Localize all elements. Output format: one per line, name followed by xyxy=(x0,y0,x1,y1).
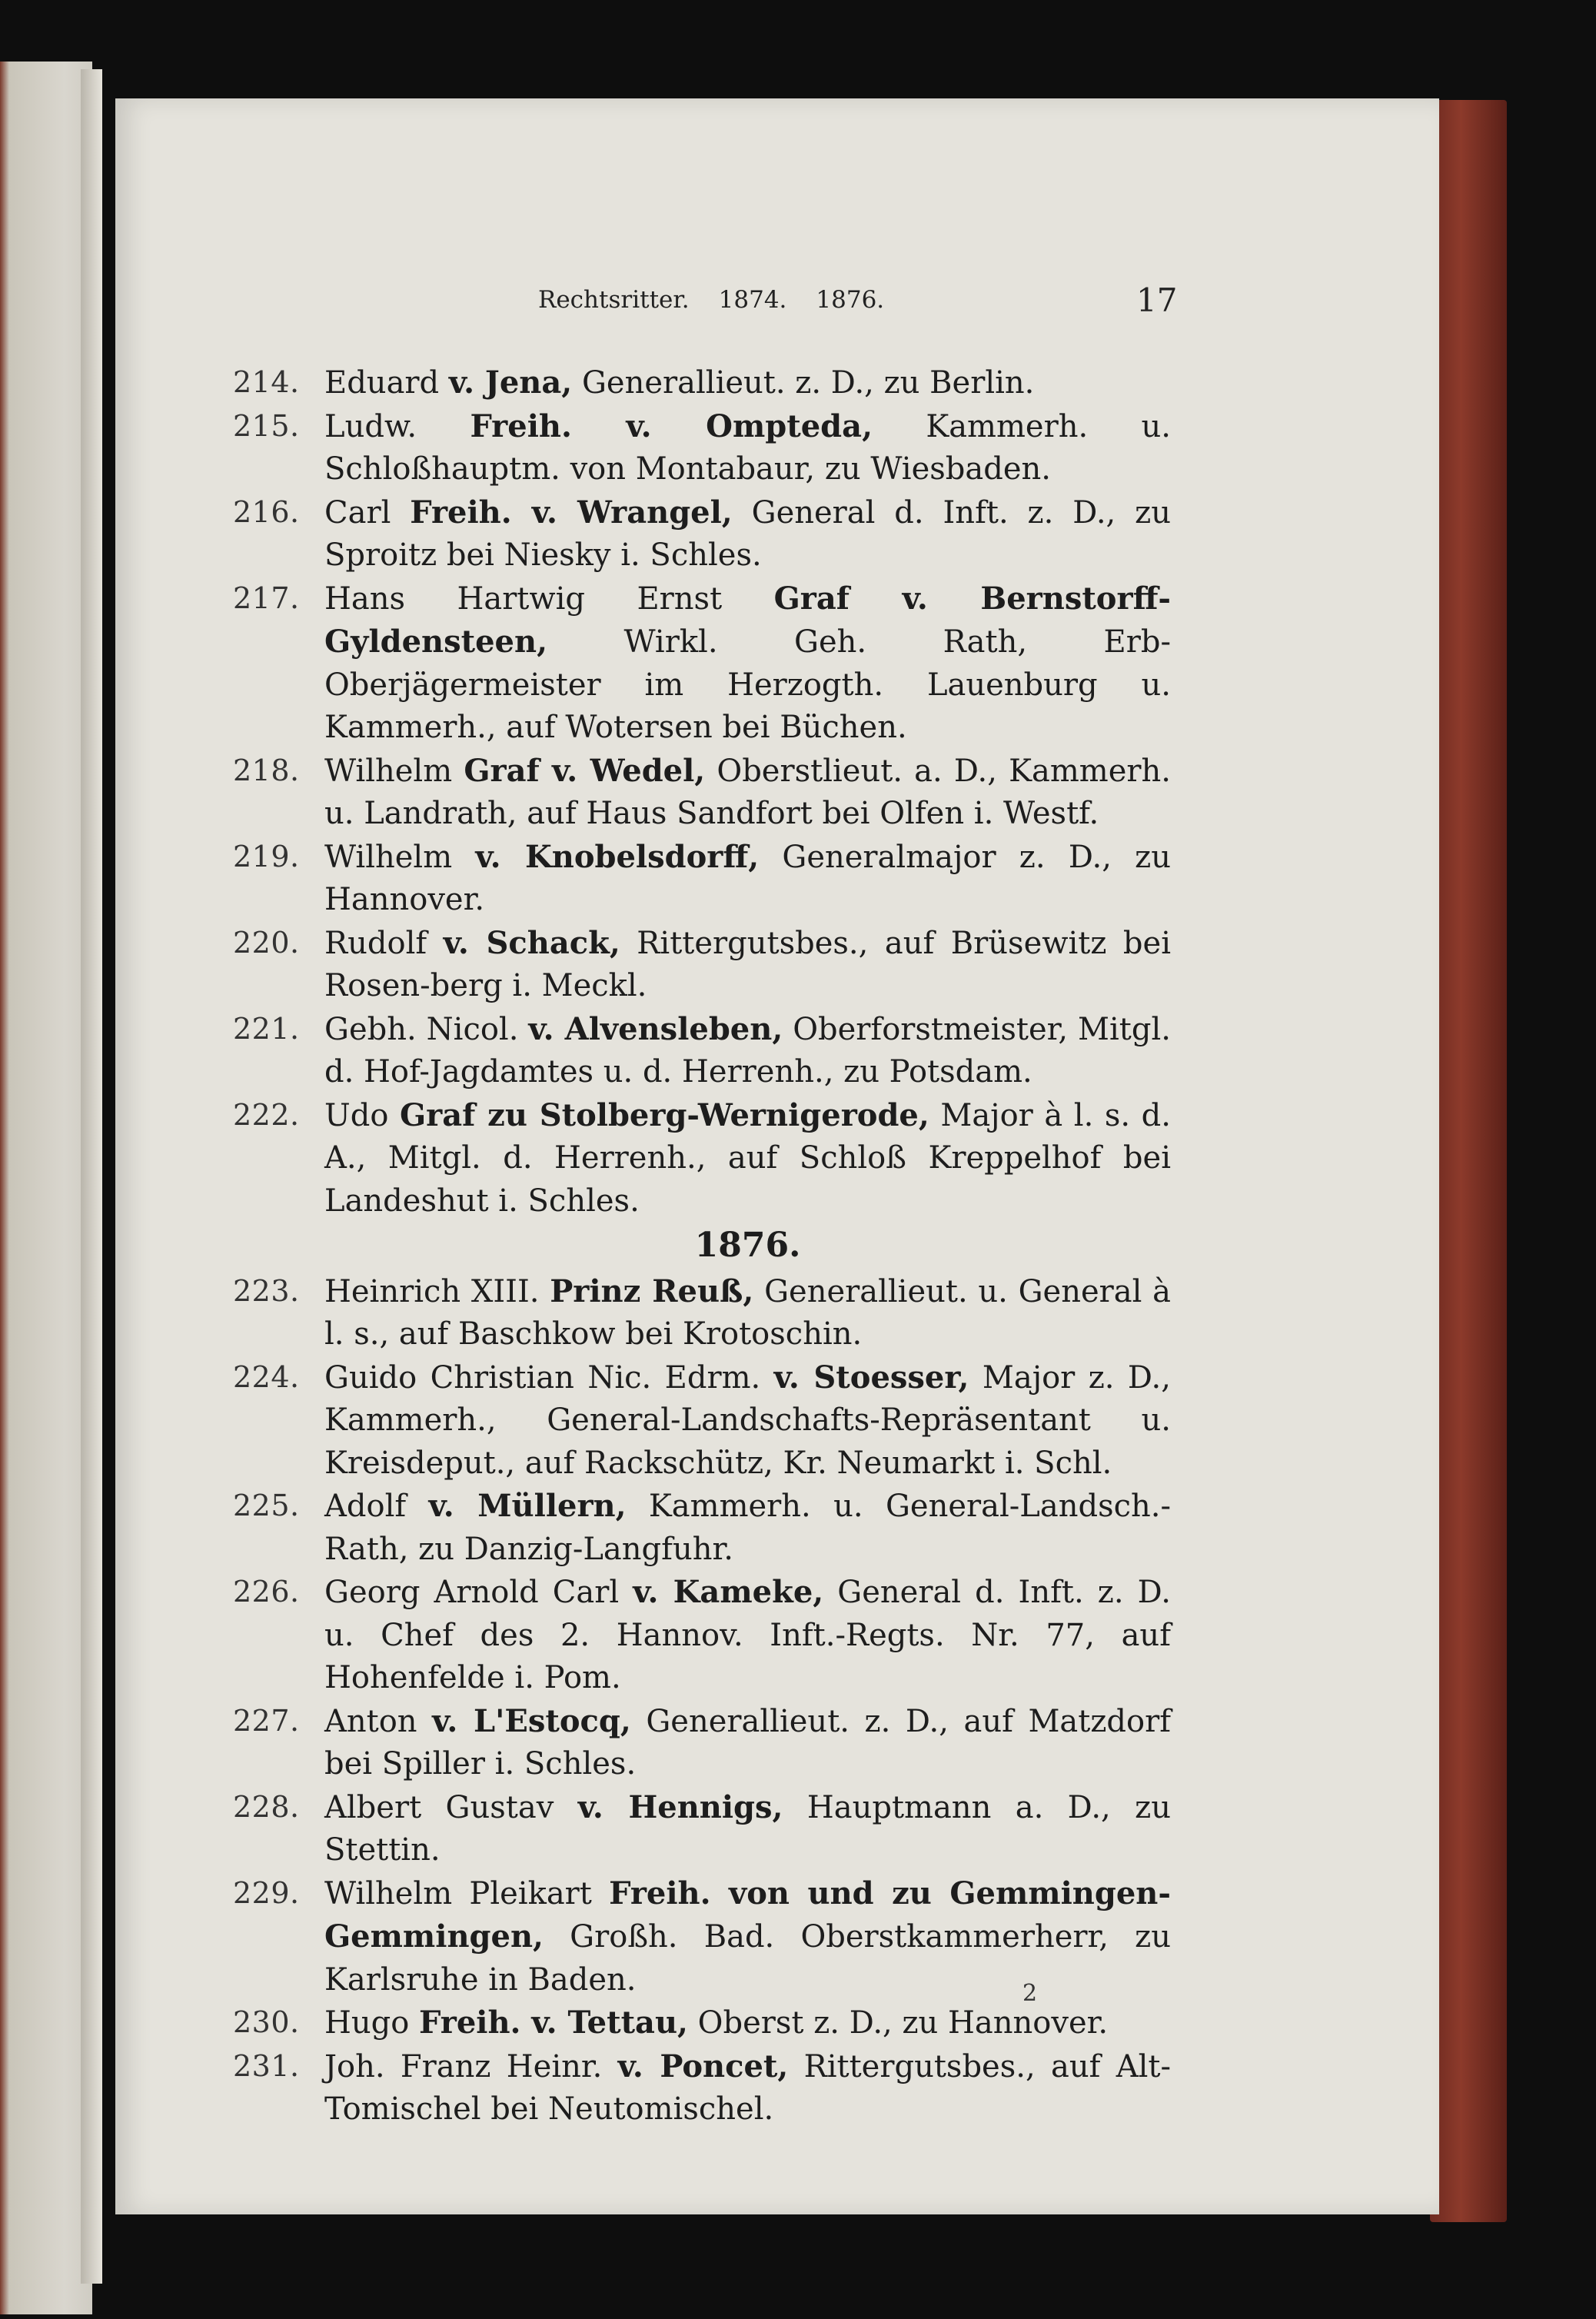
entry-given-names: Udo xyxy=(324,1097,400,1133)
header-year-1874: 1874. xyxy=(718,286,787,314)
entry-number: 214. xyxy=(233,365,300,399)
list-item xyxy=(233,2001,1171,2045)
entry-text xyxy=(324,750,1171,836)
entry-family-name: v. Müllern, xyxy=(428,1488,627,1524)
entry-family-name: Freih. v. Tettau, xyxy=(419,2005,688,2041)
list-item xyxy=(233,405,1171,491)
entry-number: 216. xyxy=(233,494,300,529)
entry-details: Oberforstmeister, Mitgl. d. Hof-Jagdamtes u. d. Herrenh., zu Potsdam. xyxy=(324,1011,1171,1090)
entry-details: Oberstlieut. a. D., Kammerh. u. Landrath, auf Haus Sandfort bei Olfen i. Westf. xyxy=(324,753,1171,831)
entry-number: 222. xyxy=(233,1097,300,1132)
list-item xyxy=(233,1485,1171,1571)
entry-number: 215. xyxy=(233,408,300,443)
entry-details: Generallieut. z. D., auf Matzdorf bei Spiller i. Schles. xyxy=(324,1703,1172,1782)
entry-text xyxy=(324,922,1171,1008)
entry-given-names: Hugo xyxy=(324,2005,420,2041)
year-heading: 1876. xyxy=(694,1226,801,1265)
entry-details: Major à l. s. d. A., Mitgl. d. Herrenh., auf Schloß Kreppelhof bei Landeshut i. Schles. xyxy=(324,1097,1171,1219)
entry-text xyxy=(324,1094,1171,1223)
entry-given-names: Ludw. xyxy=(324,408,470,444)
entry-details: General d. Inft. z. D. u. Chef des 2. Hannov. Inft.-Regts. Nr. 77, auf Hohenfelde i. Pom. xyxy=(324,1575,1171,1695)
entry-given-names: Eduard xyxy=(324,365,449,401)
entry-number: 230. xyxy=(233,2005,300,2039)
entry-text xyxy=(324,1786,1171,1872)
list-item xyxy=(233,836,1171,922)
list-item xyxy=(233,1094,1171,1223)
entry-text xyxy=(324,1700,1171,1786)
list-item xyxy=(233,491,1171,577)
entry-family-name: Graf v. Wedel, xyxy=(464,752,706,789)
entry-given-names: Wilhelm xyxy=(324,753,464,789)
entry-family-name: v. Schack, xyxy=(443,924,620,961)
entry-family-name: Graf zu Stolberg-Wernigerode, xyxy=(399,1096,929,1133)
entry-given-names: Wilhelm xyxy=(324,839,476,875)
entry-text xyxy=(324,577,1171,750)
entry-details: Oberst z. D., zu Hannover. xyxy=(687,2005,1109,2041)
entry-text xyxy=(324,2001,1171,2045)
entry-number: 227. xyxy=(233,1703,300,1738)
entry-family-name: Freih. von und zu Gemmingen-Gemmingen, xyxy=(324,1875,1171,1955)
entry-text xyxy=(324,2045,1171,2131)
entry-family-name: Freih. v. Ompteda, xyxy=(470,408,873,444)
header-year-1876: 1876. xyxy=(816,286,885,314)
list-item xyxy=(233,361,1171,405)
list-item xyxy=(233,2045,1171,2131)
entry-details: Großh. Bad. Oberstkammerherr, zu Karlsruhe in Baden. xyxy=(324,1919,1171,1998)
entry-number: 229. xyxy=(233,1875,300,1910)
list-item xyxy=(233,922,1171,1008)
entry-details: Generallieut. z. D., zu Berlin. xyxy=(572,365,1035,401)
list-item xyxy=(233,1356,1171,1486)
list-item xyxy=(233,1008,1171,1094)
entry-details: Kammerh. u. Schloßhauptm. von Montabaur, zu Wiesbaden. xyxy=(324,408,1171,487)
entry-given-names: Joh. Franz Heinr. xyxy=(324,2048,618,2084)
entry-family-name: v. Poncet, xyxy=(617,2048,789,2084)
entry-given-names: Heinrich XIII. xyxy=(324,1273,550,1309)
entry-number: 219. xyxy=(233,839,300,873)
entry-details: Generallieut. u. General à l. s., auf Baschkow bei Krotoschin. xyxy=(324,1273,1171,1352)
entry-text xyxy=(324,1008,1171,1094)
entry-number: 228. xyxy=(233,1789,300,1824)
entry-text xyxy=(324,1485,1171,1571)
left-page-edge xyxy=(0,62,92,2314)
entry-text xyxy=(324,1270,1171,1356)
entry-details: General d. Inft. z. D., zu Sproitz bei Niesky i. Schles. xyxy=(324,494,1171,573)
entry-family-name: v. L'Estocq, xyxy=(432,1702,631,1739)
entry-number: 220. xyxy=(233,925,300,960)
signature-mark: 2 xyxy=(1022,1980,1038,2007)
entry-details: Rittergutsbes., auf Alt-Tomischel bei Neutomischel. xyxy=(324,2048,1171,2127)
entry-number: 224. xyxy=(233,1359,300,1394)
entry-number: 226. xyxy=(233,1575,300,1609)
entry-details: Hauptmann a. D., zu Stettin. xyxy=(324,1789,1171,1868)
entry-family-name: v. Knobelsdorff, xyxy=(475,838,760,875)
entry-number: 218. xyxy=(233,753,300,787)
entry-family-name: v. Alvensleben, xyxy=(528,1010,783,1047)
entry-text xyxy=(324,405,1171,491)
entry-family-name: v. Jena, xyxy=(448,364,573,401)
entry-details: Major z. D., Kammerh., General-Landschafts-Repräsentant u. Kreisdeput., auf Rackschütz, Kr. Neumarkt i. Schl. xyxy=(324,1359,1171,1481)
entry-text xyxy=(324,836,1171,922)
entry-text xyxy=(324,1356,1171,1486)
entry-text xyxy=(324,1571,1171,1700)
list-item xyxy=(233,1571,1171,1700)
entry-group-1874 xyxy=(233,361,1171,1223)
list-item xyxy=(233,750,1171,836)
list-item xyxy=(233,1270,1171,1356)
entry-family-name: v. Hennigs, xyxy=(577,1788,783,1825)
entry-family-name: Prinz Reuß, xyxy=(550,1273,754,1309)
entry-given-names: Guido Christian Nic. Edrm. xyxy=(324,1359,774,1396)
entry-given-names: Hans Hartwig Ernst xyxy=(324,581,774,617)
entry-details: Wirkl. Geh. Rath, Erb-Oberjägermeister im Herzogth. Lauenburg u. Kammerh., auf Wotersen bei Büchen. xyxy=(324,624,1171,745)
entry-details: Generalmajor z. D., zu Hannover. xyxy=(324,839,1171,917)
book-cover-edge xyxy=(1430,100,1507,2222)
entry-family-name: Graf v. Bernstorff-Gyldensteen, xyxy=(324,580,1171,660)
entry-given-names: Carl xyxy=(324,494,411,531)
entry-details: Kammerh. u. General-Landsch.-Rath, zu Danzig-Langfuhr. xyxy=(324,1489,1172,1567)
entry-text xyxy=(324,1872,1171,2002)
entry-family-name: v. Kameke, xyxy=(633,1574,824,1610)
entry-given-names: Wilhelm Pleikart xyxy=(324,1875,610,1911)
header-title: Rechtsritter. xyxy=(538,286,690,314)
list-item xyxy=(233,1700,1171,1786)
entry-given-names: Georg Arnold Carl xyxy=(324,1575,633,1610)
entry-text xyxy=(324,361,1171,405)
entry-number: 221. xyxy=(233,1011,300,1046)
entry-family-name: Freih. v. Wrangel, xyxy=(410,494,733,531)
entry-given-names: Anton xyxy=(324,1703,433,1739)
entry-given-names: Gebh. Nicol. xyxy=(324,1011,529,1047)
entry-list xyxy=(233,361,1171,2131)
entry-text xyxy=(324,491,1171,577)
page-number: 17 xyxy=(1136,281,1178,319)
list-item xyxy=(233,1786,1171,1872)
entry-number: 217. xyxy=(233,581,300,615)
entry-details: Rittergutsbes., auf Brüsewitz bei Rosen-berg i. Meckl. xyxy=(324,925,1171,1003)
entry-given-names: Rudolf xyxy=(324,925,444,961)
entry-number: 223. xyxy=(233,1273,300,1308)
entry-given-names: Albert Gustav xyxy=(324,1789,578,1825)
entry-given-names: Adolf xyxy=(324,1489,429,1524)
book-gutter xyxy=(81,69,102,2284)
entry-family-name: v. Stoesser, xyxy=(773,1359,969,1396)
entry-number: 225. xyxy=(233,1489,300,1522)
entry-number: 231. xyxy=(233,2048,300,2083)
list-item xyxy=(233,577,1171,750)
running-header xyxy=(538,286,1199,314)
